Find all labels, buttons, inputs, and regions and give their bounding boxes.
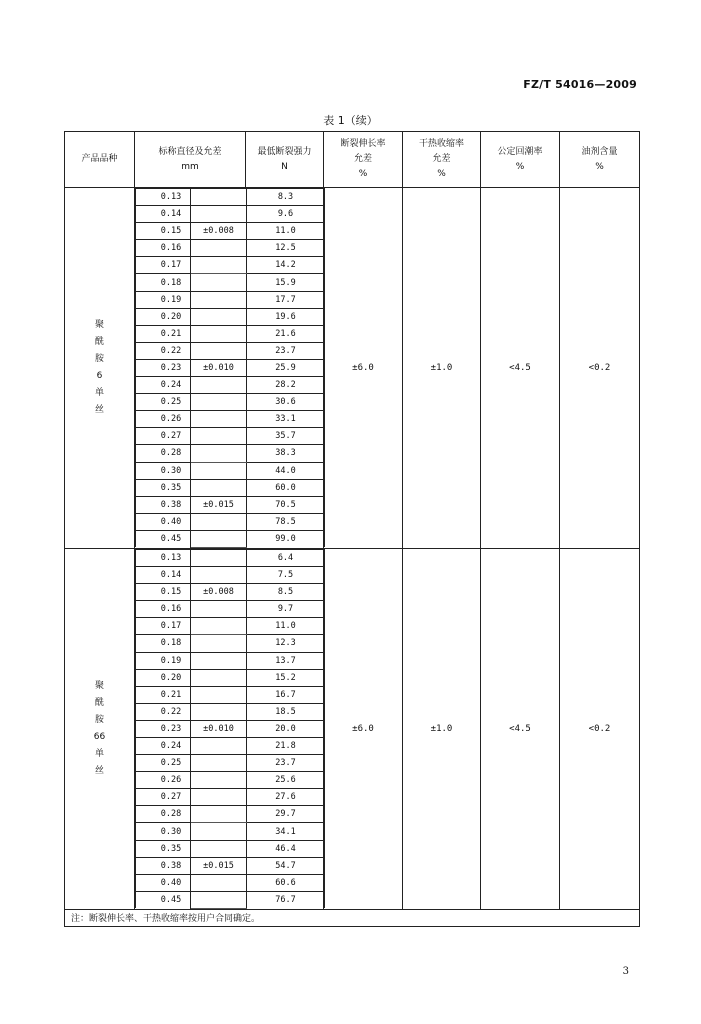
table-row [136, 513, 325, 530]
strength-cell: 21.6 [247, 325, 325, 342]
diameter-cell: 0.23 [136, 359, 191, 376]
tolerance-cell [191, 686, 247, 703]
table-row [136, 840, 325, 857]
diameter-cell: 0.17 [136, 257, 191, 274]
tolerance-cell [191, 342, 247, 359]
page-number: 3 [622, 966, 629, 977]
shrinkage-value: ±1.0 [403, 188, 481, 549]
table-row [136, 789, 325, 806]
table-row [136, 703, 325, 720]
strength-cell: 44.0 [247, 462, 325, 479]
table-row [136, 652, 325, 669]
strength-cell: 9.7 [247, 601, 325, 618]
oil-value: <0.2 [560, 548, 640, 909]
tolerance-cell [191, 308, 247, 325]
table-row [136, 223, 325, 240]
tolerance-cell [191, 635, 247, 652]
table-row [136, 325, 325, 342]
diameter-cell: 0.24 [136, 738, 191, 755]
table-row [136, 377, 325, 394]
strength-cell: 60.6 [247, 874, 325, 891]
strength-cell: 33.1 [247, 411, 325, 428]
tolerance-cell [191, 206, 247, 223]
diameter-cell: 0.38 [136, 857, 191, 874]
tolerance-cell [191, 325, 247, 342]
tolerance-cell [191, 291, 247, 308]
tolerance-cell [191, 669, 247, 686]
table-row [136, 874, 325, 891]
product-group-row [65, 188, 640, 549]
standard-number: FZ/T 54016—2009 [523, 78, 637, 91]
strength-cell: 6.4 [247, 549, 325, 566]
diameter-cell: 0.45 [136, 891, 191, 908]
product-name: 聚 酰 胺 66 单 丝 [65, 548, 135, 909]
diameter-cell: 0.40 [136, 874, 191, 891]
col-oil: 油剂含量 % [560, 132, 640, 188]
table-row [136, 720, 325, 737]
diameter-cell: 0.27 [136, 789, 191, 806]
strength-cell: 8.3 [247, 189, 325, 206]
diameter-cell: 0.15 [136, 584, 191, 601]
table-row [136, 891, 325, 908]
spec-table [64, 131, 640, 927]
strength-cell: 23.7 [247, 755, 325, 772]
elongation-value: ±6.0 [324, 188, 403, 549]
strength-cell: 76.7 [247, 891, 325, 908]
table-row [136, 394, 325, 411]
tolerance-cell [191, 274, 247, 291]
oil-value: <0.2 [560, 188, 640, 549]
diameter-cell: 0.14 [136, 206, 191, 223]
col-diameter: 标称直径及允差 mm [135, 132, 246, 188]
diameter-cell: 0.45 [136, 530, 191, 547]
tolerance-cell [191, 840, 247, 857]
diameter-cell: 0.30 [136, 462, 191, 479]
tolerance-cell [191, 772, 247, 789]
tolerance-cell [191, 240, 247, 257]
strength-cell: 99.0 [247, 530, 325, 547]
tolerance-cell [191, 703, 247, 720]
diameter-cell: 0.18 [136, 274, 191, 291]
diameter-cell: 0.23 [136, 720, 191, 737]
strength-cell: 11.0 [247, 618, 325, 635]
diameter-cell: 0.20 [136, 669, 191, 686]
diameter-cell: 0.30 [136, 823, 191, 840]
table-row [136, 308, 325, 325]
product-name: 聚 酰 胺 6 单 丝 [65, 188, 135, 549]
table-row [136, 686, 325, 703]
table-row [136, 584, 325, 601]
strength-cell: 25.9 [247, 359, 325, 376]
diameter-cell: 0.28 [136, 445, 191, 462]
diameter-cell: 0.19 [136, 652, 191, 669]
table-row [136, 772, 325, 789]
tolerance-cell [191, 755, 247, 772]
table-row [136, 618, 325, 635]
strength-cell: 16.7 [247, 686, 325, 703]
strength-cell: 25.6 [247, 772, 325, 789]
diameter-cell: 0.21 [136, 325, 191, 342]
strength-cell: 60.0 [247, 479, 325, 496]
diameter-cell: 0.28 [136, 806, 191, 823]
table-row [136, 857, 325, 874]
diameter-cell: 0.13 [136, 189, 191, 206]
strength-cell: 30.6 [247, 394, 325, 411]
table-row [136, 755, 325, 772]
strength-cell: 34.1 [247, 823, 325, 840]
strength-cell: 78.5 [247, 513, 325, 530]
table-row [136, 479, 325, 496]
tolerance-cell [191, 874, 247, 891]
table-row [136, 257, 325, 274]
strength-cell: 19.6 [247, 308, 325, 325]
strength-cell: 21.8 [247, 738, 325, 755]
tolerance-cell: ±0.008 [191, 223, 247, 240]
moisture-value: <4.5 [481, 188, 560, 549]
table-row [136, 359, 325, 376]
product-group-row [65, 548, 640, 909]
table-row [136, 445, 325, 462]
tolerance-cell [191, 738, 247, 755]
table-row [136, 530, 325, 547]
diameter-cell: 0.21 [136, 686, 191, 703]
table-title: 表 1（续） [323, 114, 378, 127]
strength-cell: 46.4 [247, 840, 325, 857]
tolerance-cell [191, 394, 247, 411]
tolerance-cell [191, 789, 247, 806]
diameter-cell: 0.17 [136, 618, 191, 635]
table-row [136, 806, 325, 823]
diameter-cell: 0.25 [136, 755, 191, 772]
strength-cell: 15.2 [247, 669, 325, 686]
table-row [136, 738, 325, 755]
tolerance-cell [191, 513, 247, 530]
strength-cell: 13.7 [247, 652, 325, 669]
table-row [136, 411, 325, 428]
diameter-cell: 0.13 [136, 549, 191, 566]
table-row [136, 428, 325, 445]
moisture-value: <4.5 [481, 548, 560, 909]
table-row [136, 189, 325, 206]
strength-cell: 27.6 [247, 789, 325, 806]
table-row [136, 823, 325, 840]
strength-cell: 14.2 [247, 257, 325, 274]
strength-cell: 12.3 [247, 635, 325, 652]
tolerance-cell [191, 823, 247, 840]
table-row [136, 669, 325, 686]
diameter-cell: 0.35 [136, 479, 191, 496]
tolerance-cell: ±0.015 [191, 496, 247, 513]
tolerance-cell [191, 549, 247, 566]
table-row [136, 601, 325, 618]
tolerance-cell [191, 479, 247, 496]
strength-cell: 17.7 [247, 291, 325, 308]
diameter-cell: 0.14 [136, 567, 191, 584]
elongation-value: ±6.0 [324, 548, 403, 909]
tolerance-cell [191, 652, 247, 669]
tolerance-cell: ±0.008 [191, 584, 247, 601]
strength-cell: 29.7 [247, 806, 325, 823]
table-row [136, 567, 325, 584]
tolerance-cell [191, 567, 247, 584]
tolerance-cell: ±0.010 [191, 359, 247, 376]
tolerance-cell [191, 891, 247, 908]
strength-cell: 23.7 [247, 342, 325, 359]
tolerance-cell [191, 530, 247, 547]
table-row [136, 496, 325, 513]
diameter-cell: 0.22 [136, 342, 191, 359]
diameter-cell: 0.15 [136, 223, 191, 240]
col-moisture: 公定回潮率 % [481, 132, 560, 188]
tolerance-cell [191, 257, 247, 274]
table-note: 注：断裂伸长率、干热收缩率按用户合同确定。 [65, 909, 640, 926]
diameter-cell: 0.22 [136, 703, 191, 720]
strength-cell: 7.5 [247, 567, 325, 584]
strength-cell: 70.5 [247, 496, 325, 513]
tolerance-cell [191, 377, 247, 394]
diameter-cell: 0.16 [136, 601, 191, 618]
diameter-cell: 0.25 [136, 394, 191, 411]
strength-cell: 11.0 [247, 223, 325, 240]
shrinkage-value: ±1.0 [403, 548, 481, 909]
strength-cell: 18.5 [247, 703, 325, 720]
tolerance-cell: ±0.015 [191, 857, 247, 874]
strength-cell: 8.5 [247, 584, 325, 601]
diameter-cell: 0.19 [136, 291, 191, 308]
diameter-cell: 0.35 [136, 840, 191, 857]
tolerance-cell [191, 806, 247, 823]
table-row [136, 462, 325, 479]
diameter-cell: 0.38 [136, 496, 191, 513]
strength-cell: 12.5 [247, 240, 325, 257]
tolerance-cell [191, 411, 247, 428]
diameter-cell: 0.24 [136, 377, 191, 394]
strength-cell: 54.7 [247, 857, 325, 874]
tolerance-cell [191, 618, 247, 635]
diameter-cell: 0.40 [136, 513, 191, 530]
strength-cell: 35.7 [247, 428, 325, 445]
table-row [136, 291, 325, 308]
strength-cell: 15.9 [247, 274, 325, 291]
tolerance-cell [191, 445, 247, 462]
table-row [136, 342, 325, 359]
diameter-cell: 0.27 [136, 428, 191, 445]
diameter-cell: 0.16 [136, 240, 191, 257]
strength-cell: 20.0 [247, 720, 325, 737]
tolerance-cell: ±0.010 [191, 720, 247, 737]
diameter-cell: 0.26 [136, 411, 191, 428]
table-row [136, 206, 325, 223]
tolerance-cell [191, 601, 247, 618]
strength-cell: 38.3 [247, 445, 325, 462]
strength-cell: 9.6 [247, 206, 325, 223]
col-shrinkage: 干热收缩率 允差 % [403, 132, 481, 188]
col-elongation: 断裂伸长率 允差 % [324, 132, 403, 188]
col-product: 产品品种 [65, 132, 135, 188]
tolerance-cell [191, 189, 247, 206]
diameter-cell: 0.26 [136, 772, 191, 789]
table-row [136, 549, 325, 566]
diameter-cell: 0.20 [136, 308, 191, 325]
strength-cell: 28.2 [247, 377, 325, 394]
diameter-cell: 0.18 [136, 635, 191, 652]
tolerance-cell [191, 428, 247, 445]
table-row [136, 274, 325, 291]
table-row [136, 635, 325, 652]
col-strength: 最低断裂强力 N [246, 132, 324, 188]
table-row [136, 240, 325, 257]
tolerance-cell [191, 462, 247, 479]
